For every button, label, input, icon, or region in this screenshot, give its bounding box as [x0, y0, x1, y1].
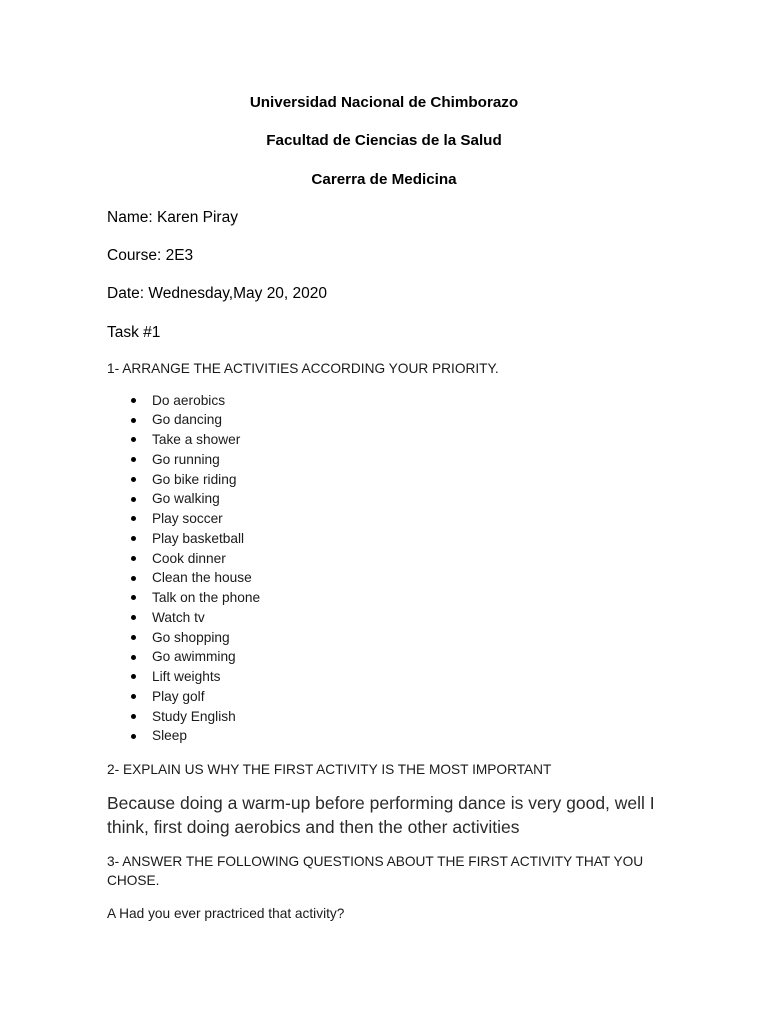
bullet-marker — [131, 536, 136, 541]
list-item — [0, 430, 260, 450]
activity-label: Play soccer — [152, 511, 223, 526]
activities-list — [0, 391, 260, 747]
activity-label: Lift weights — [152, 669, 221, 684]
activity-label: Go shopping — [152, 629, 230, 645]
activity-label: Watch tv — [152, 609, 205, 625]
list-item — [0, 588, 260, 608]
list-item — [0, 667, 260, 687]
career-title: Carerra de Medicina — [311, 171, 457, 188]
list-item — [0, 707, 260, 727]
activity-label: Clean the house — [152, 570, 252, 586]
bullet-marker — [131, 694, 136, 699]
activity-label: Take a shower — [152, 432, 241, 447]
activity-label: Sleep — [152, 728, 188, 744]
date-label: Date: — [107, 285, 145, 302]
activity-label: Go awimming — [152, 649, 236, 665]
question-3: 3- ANSWER THE FOLLOWING QUESTIONS ABOUT THE FIRST ACTIVITY THAT YOU CHOSE. — [107, 853, 644, 888]
bullet-marker — [131, 398, 136, 403]
list-item — [0, 628, 260, 648]
date-value: Wednesday,May 20, 2020 — [148, 285, 328, 302]
course-line — [107, 246, 193, 266]
list-item — [0, 529, 260, 549]
bullet-marker — [131, 556, 136, 561]
activity-label: Go running — [152, 451, 220, 467]
bullet-marker — [131, 714, 136, 719]
bullet-marker — [131, 457, 136, 462]
question-3a: A Had you ever practriced that activity? — [107, 905, 345, 921]
list-item — [0, 470, 260, 490]
student-name-line — [107, 208, 238, 228]
list-item — [0, 568, 260, 588]
activity-label: Play golf — [152, 688, 205, 704]
bullet-marker — [131, 418, 136, 423]
bullet-marker — [131, 674, 136, 679]
list-item — [0, 687, 260, 707]
activity-label: Do aerobics — [152, 392, 226, 408]
bullet-marker — [131, 576, 136, 581]
date-line — [107, 284, 327, 304]
answer-2: Because doing a warm-up before performing dance is very good, well I think, first doing aerobics and then the other activities — [107, 793, 655, 837]
course-label: Course: — [107, 247, 162, 264]
faculty-title: Facultad de Ciencias de la Salud — [266, 132, 502, 149]
list-item — [0, 509, 260, 529]
list-item — [0, 647, 260, 667]
list-item — [0, 391, 260, 411]
list-item — [0, 410, 260, 430]
bullet-marker — [131, 734, 136, 739]
bullet-marker — [131, 497, 136, 502]
bullet-marker — [131, 655, 136, 660]
activity-label: Go bike riding — [152, 471, 237, 487]
activity-label: Cook dinner — [152, 550, 226, 566]
course-value: 2E3 — [165, 247, 194, 264]
name-label: Name: — [107, 209, 153, 226]
activity-label: Study English — [152, 708, 236, 724]
list-item — [0, 608, 260, 628]
question-1: 1- ARRANGE THE ACTIVITIES ACCORDING YOUR PRIORITY. — [107, 361, 499, 376]
bullet-marker — [131, 437, 136, 442]
task-title: Task #1 — [107, 324, 161, 341]
bullet-marker — [131, 635, 136, 640]
bullet-marker — [131, 516, 136, 521]
university-title: Universidad Nacional de Chimborazo — [249, 94, 519, 111]
list-item — [0, 489, 260, 509]
bullet-marker — [131, 477, 136, 482]
list-item — [0, 549, 260, 569]
question-2: 2- EXPLAIN US WHY THE FIRST ACTIVITY IS THE MOST IMPORTANT — [107, 761, 552, 777]
activity-label: Go walking — [152, 491, 220, 507]
activity-label: Talk on the phone — [152, 590, 261, 605]
list-item — [0, 450, 260, 470]
list-item — [0, 726, 260, 746]
bullet-marker — [131, 595, 136, 600]
activity-label: Play basketball — [152, 530, 245, 546]
bullet-marker — [131, 615, 136, 620]
student-name: Karen Piray — [156, 209, 238, 226]
activity-label: Go dancing — [152, 412, 223, 428]
